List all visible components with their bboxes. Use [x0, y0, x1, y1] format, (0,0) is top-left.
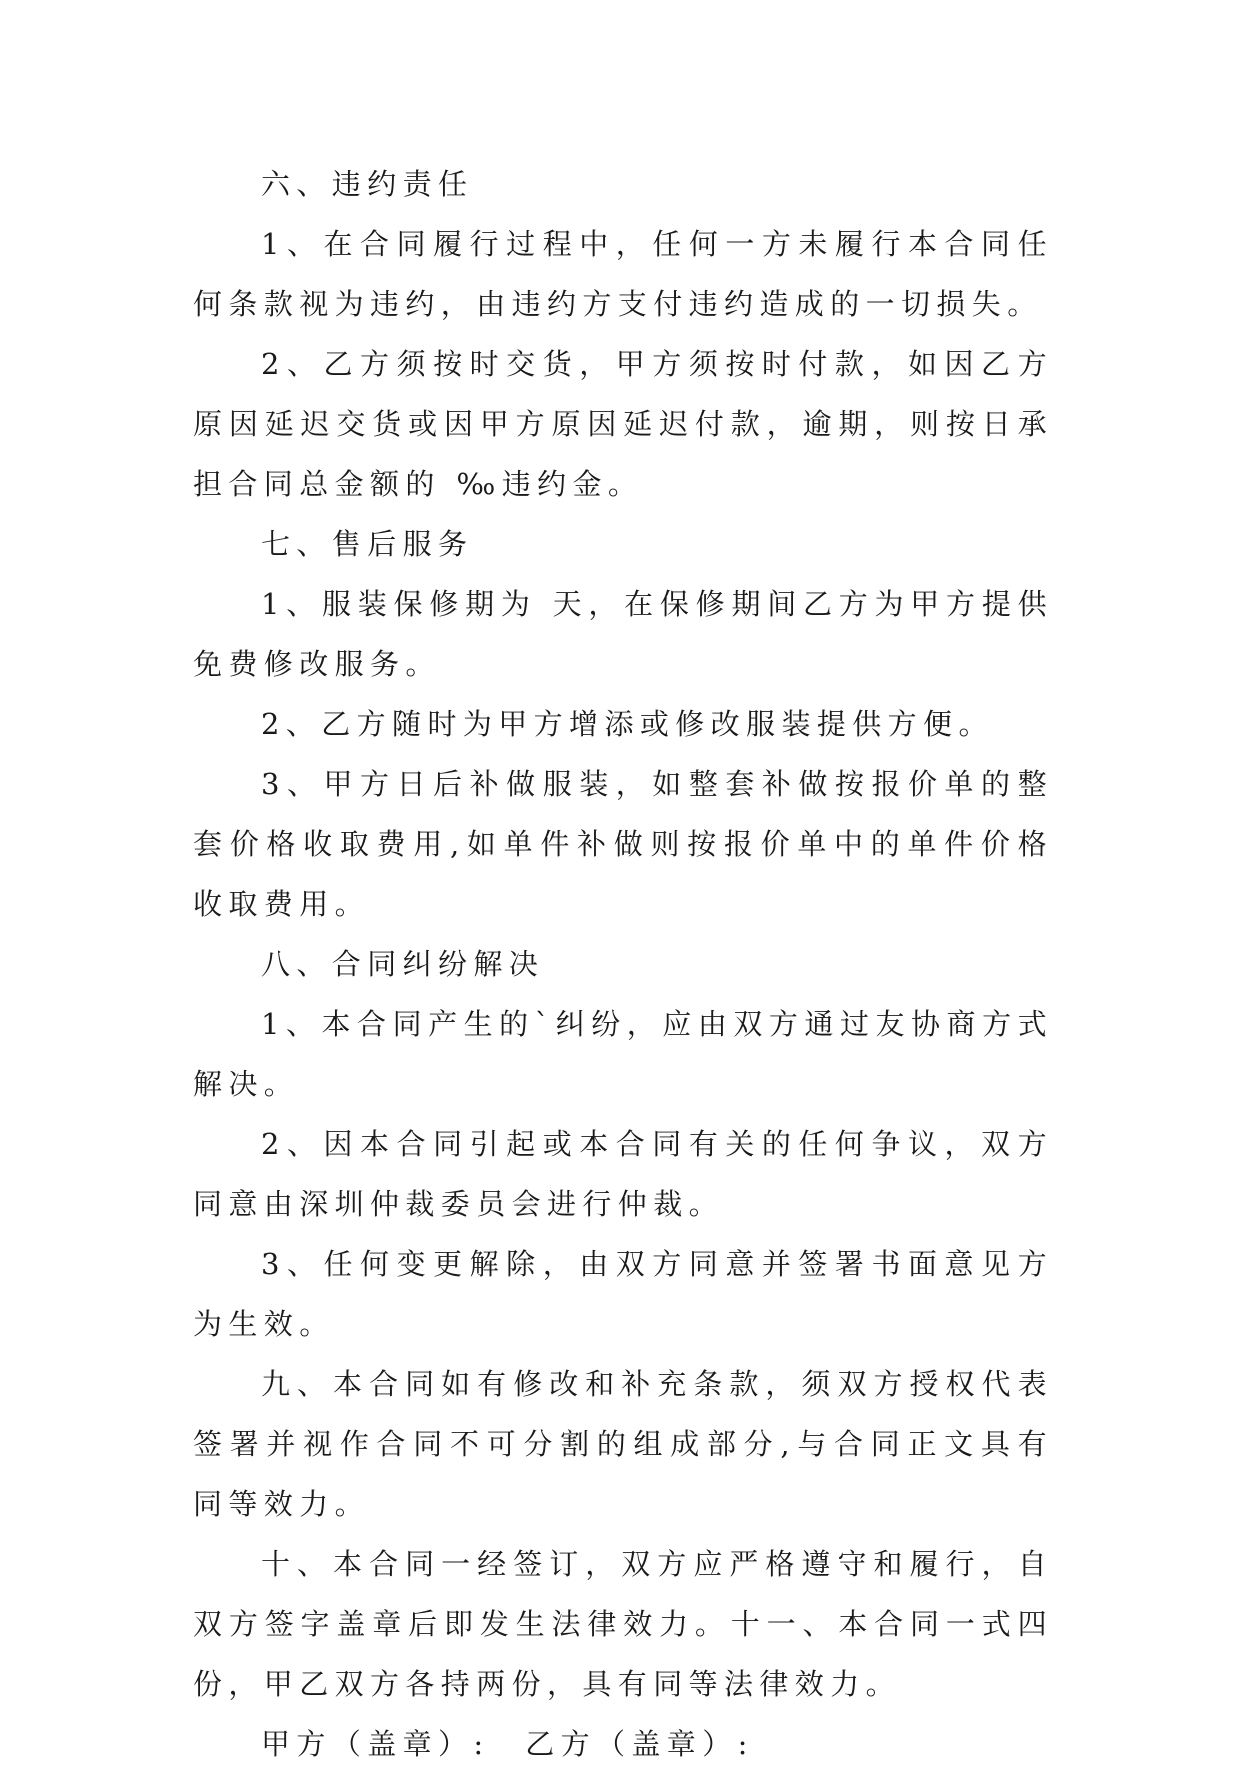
document-body	[193, 154, 1053, 1774]
clause-after-sales-1: 1、服装保修期为 天，在保修期间乙方为甲方提供免费修改服务。	[193, 587, 1053, 681]
section-heading-dispute: 八、合同纠纷解决	[261, 947, 545, 981]
clause-breach-1: 1、在合同履行过程中，任何一方未履行本合同任何条款视为违约，由违约方支付违约造成的一切损失。	[193, 227, 1053, 321]
clause-dispute-3: 3、任何变更解除，由双方同意并签署书面意见方为生效。	[193, 1247, 1053, 1341]
clause-effectiveness: 十、本合同一经签订，双方应严格遵守和履行，自双方签字盖章后即发生法律效力。十一、本合同一式四份，甲乙双方各持两份，具有同等法律效力。	[193, 1547, 1053, 1701]
signature-line	[193, 1714, 1053, 1774]
section-heading-after-sales: 七、售后服务	[261, 527, 474, 561]
clause-breach-2: 2、乙方须按时交货，甲方须按时付款，如因乙方原因延迟交货或因甲方原因延迟付款，逾期，则按日承担合同总金额的 ‰违约金。	[193, 347, 1053, 501]
party-b-seal-label: 乙方（盖章）:	[525, 1727, 754, 1761]
clause-dispute-2: 2、因本合同引起或本合同有关的任何争议，双方同意由深圳仲裁委员会进行仲裁。	[193, 1127, 1053, 1221]
clause-after-sales-2: 2、乙方随时为甲方增添或修改服装提供方便。	[261, 707, 994, 741]
party-a-seal-label: 甲方（盖章）:	[261, 1727, 490, 1761]
clause-amendments: 九、本合同如有修改和补充条款，须双方授权代表签署并视作合同不可分割的组成部分,与合同正文具有同等效力。	[193, 1367, 1053, 1521]
section-heading-breach: 六、违约责任	[261, 167, 474, 201]
clause-dispute-1: 1、本合同产生的`纠纷，应由双方通过友协商方式解决。	[193, 1007, 1053, 1101]
clause-after-sales-3: 3、甲方日后补做服装，如整套补做按报价单的整套价格收取费用,如单件补做则按报价单中的单件价格收取费用。	[193, 767, 1053, 921]
